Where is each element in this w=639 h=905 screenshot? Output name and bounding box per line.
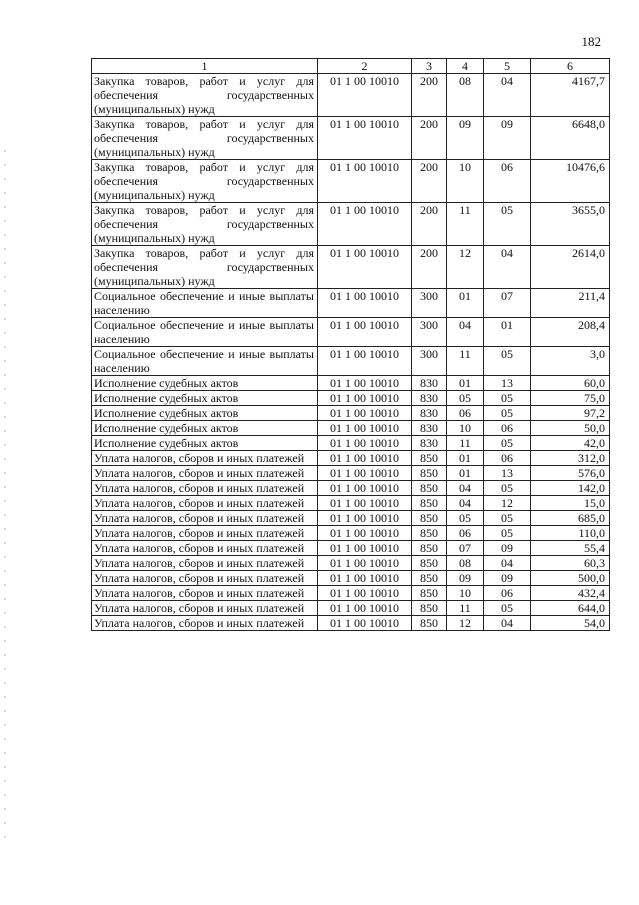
target-code-cell: 01 1 00 10010 — [318, 481, 412, 496]
table-row — [92, 496, 610, 511]
expense-type-cell: 200 — [412, 74, 447, 117]
target-code-cell: 01 1 00 10010 — [318, 74, 412, 117]
column-header: 6 — [531, 59, 610, 74]
expense-type-cell: 200 — [412, 160, 447, 203]
subsection-cell: 09 — [484, 541, 531, 556]
table-row — [92, 571, 610, 586]
section-cell: 01 — [447, 376, 484, 391]
expense-type-cell: 850 — [412, 511, 447, 526]
subsection-cell: 05 — [484, 481, 531, 496]
table-row — [92, 511, 610, 526]
table-row — [92, 406, 610, 421]
expense-type-cell: 850 — [412, 616, 447, 631]
amount-cell: 142,0 — [531, 481, 610, 496]
column-header: 5 — [484, 59, 531, 74]
section-cell: 06 — [447, 526, 484, 541]
section-cell: 12 — [447, 616, 484, 631]
amount-cell: 60,0 — [531, 376, 610, 391]
expense-type-cell: 300 — [412, 318, 447, 347]
table-row — [92, 466, 610, 481]
subsection-cell: 04 — [484, 246, 531, 289]
target-code-cell: 01 1 00 10010 — [318, 391, 412, 406]
expense-name-cell: Уплата налогов, сборов и иных платежей — [92, 571, 318, 586]
expense-type-cell: 200 — [412, 203, 447, 246]
table-row — [92, 556, 610, 571]
amount-cell: 2614,0 — [531, 246, 610, 289]
table-header-row — [92, 59, 610, 74]
subsection-cell: 06 — [484, 160, 531, 203]
expense-name-cell: Закупка товаров, работ и услуг для обеспечения государственных (муниципальных) нужд — [92, 117, 318, 160]
amount-cell: 500,0 — [531, 571, 610, 586]
table-row — [92, 541, 610, 556]
subsection-cell: 05 — [484, 436, 531, 451]
target-code-cell: 01 1 00 10010 — [318, 160, 412, 203]
target-code-cell: 01 1 00 10010 — [318, 496, 412, 511]
expense-type-cell: 830 — [412, 436, 447, 451]
subsection-cell: 05 — [484, 203, 531, 246]
table-row — [92, 246, 610, 289]
section-cell: 09 — [447, 571, 484, 586]
table-row — [92, 289, 610, 318]
amount-cell: 3,0 — [531, 347, 610, 376]
column-header: 3 — [412, 59, 447, 74]
target-code-cell: 01 1 00 10010 — [318, 601, 412, 616]
amount-cell: 110,0 — [531, 526, 610, 541]
table-row — [92, 376, 610, 391]
section-cell: 04 — [447, 481, 484, 496]
subsection-cell: 05 — [484, 391, 531, 406]
expense-type-cell: 830 — [412, 376, 447, 391]
target-code-cell: 01 1 00 10010 — [318, 117, 412, 160]
section-cell: 06 — [447, 406, 484, 421]
subsection-cell: 01 — [484, 318, 531, 347]
amount-cell: 55,4 — [531, 541, 610, 556]
target-code-cell: 01 1 00 10010 — [318, 586, 412, 601]
target-code-cell: 01 1 00 10010 — [318, 466, 412, 481]
expense-type-cell: 850 — [412, 541, 447, 556]
section-cell: 09 — [447, 117, 484, 160]
target-code-cell: 01 1 00 10010 — [318, 376, 412, 391]
amount-cell: 3655,0 — [531, 203, 610, 246]
expense-name-cell: Уплата налогов, сборов и иных платежей — [92, 466, 318, 481]
target-code-cell: 01 1 00 10010 — [318, 556, 412, 571]
expense-type-cell: 850 — [412, 526, 447, 541]
expense-type-cell: 850 — [412, 496, 447, 511]
expense-name-cell: Уплата налогов, сборов и иных платежей — [92, 481, 318, 496]
amount-cell: 75,0 — [531, 391, 610, 406]
table-row — [92, 347, 610, 376]
section-cell: 04 — [447, 496, 484, 511]
expense-name-cell: Закупка товаров, работ и услуг для обеспечения государственных (муниципальных) нужд — [92, 160, 318, 203]
expense-name-cell: Социальное обеспечение и иные выплаты населению — [92, 347, 318, 376]
target-code-cell: 01 1 00 10010 — [318, 246, 412, 289]
page-number: 182 — [581, 34, 601, 49]
table-row — [92, 586, 610, 601]
expense-name-cell: Уплата налогов, сборов и иных платежей — [92, 616, 318, 631]
section-cell: 12 — [447, 246, 484, 289]
expense-name-cell: Исполнение судебных актов — [92, 436, 318, 451]
table-row — [92, 74, 610, 117]
expense-name-cell: Уплата налогов, сборов и иных платежей — [92, 451, 318, 466]
expense-name-cell: Социальное обеспечение и иные выплаты населению — [92, 318, 318, 347]
expense-name-cell: Исполнение судебных актов — [92, 376, 318, 391]
table-row — [92, 318, 610, 347]
table-row — [92, 451, 610, 466]
column-header: 1 — [92, 59, 318, 74]
subsection-cell: 07 — [484, 289, 531, 318]
subsection-cell: 05 — [484, 347, 531, 376]
section-cell: 01 — [447, 289, 484, 318]
table-row — [92, 436, 610, 451]
target-code-cell: 01 1 00 10010 — [318, 571, 412, 586]
section-cell: 11 — [447, 436, 484, 451]
table-row — [92, 160, 610, 203]
subsection-cell: 04 — [484, 556, 531, 571]
amount-cell: 685,0 — [531, 511, 610, 526]
subsection-cell: 06 — [484, 451, 531, 466]
amount-cell: 42,0 — [531, 436, 610, 451]
section-cell: 08 — [447, 556, 484, 571]
expense-type-cell: 850 — [412, 556, 447, 571]
section-cell: 01 — [447, 466, 484, 481]
expense-name-cell: Уплата налогов, сборов и иных платежей — [92, 541, 318, 556]
section-cell: 04 — [447, 318, 484, 347]
expense-type-cell: 850 — [412, 586, 447, 601]
table-row — [92, 117, 610, 160]
target-code-cell: 01 1 00 10010 — [318, 318, 412, 347]
table-row — [92, 481, 610, 496]
subsection-cell: 13 — [484, 376, 531, 391]
target-code-cell: 01 1 00 10010 — [318, 451, 412, 466]
expense-name-cell: Уплата налогов, сборов и иных платежей — [92, 556, 318, 571]
amount-cell: 432,4 — [531, 586, 610, 601]
section-cell: 07 — [447, 541, 484, 556]
column-header: 2 — [318, 59, 412, 74]
amount-cell: 644,0 — [531, 601, 610, 616]
amount-cell: 10476,6 — [531, 160, 610, 203]
target-code-cell: 01 1 00 10010 — [318, 406, 412, 421]
section-cell: 10 — [447, 421, 484, 436]
subsection-cell: 04 — [484, 74, 531, 117]
section-cell: 05 — [447, 391, 484, 406]
amount-cell: 208,4 — [531, 318, 610, 347]
amount-cell: 50,0 — [531, 421, 610, 436]
column-header: 4 — [447, 59, 484, 74]
amount-cell: 60,3 — [531, 556, 610, 571]
section-cell: 11 — [447, 203, 484, 246]
expense-type-cell: 830 — [412, 421, 447, 436]
subsection-cell: 06 — [484, 421, 531, 436]
amount-cell: 312,0 — [531, 451, 610, 466]
expense-name-cell: Исполнение судебных актов — [92, 391, 318, 406]
subsection-cell: 06 — [484, 586, 531, 601]
table-row — [92, 616, 610, 631]
target-code-cell: 01 1 00 10010 — [318, 526, 412, 541]
expense-type-cell: 850 — [412, 571, 447, 586]
table-row — [92, 203, 610, 246]
target-code-cell: 01 1 00 10010 — [318, 289, 412, 318]
table-row — [92, 601, 610, 616]
subsection-cell: 05 — [484, 526, 531, 541]
target-code-cell: 01 1 00 10010 — [318, 203, 412, 246]
expense-name-cell: Уплата налогов, сборов и иных платежей — [92, 526, 318, 541]
expense-type-cell: 850 — [412, 451, 447, 466]
section-cell: 10 — [447, 160, 484, 203]
subsection-cell: 05 — [484, 406, 531, 421]
target-code-cell: 01 1 00 10010 — [318, 616, 412, 631]
section-cell: 11 — [447, 601, 484, 616]
table-row — [92, 421, 610, 436]
subsection-cell: 12 — [484, 496, 531, 511]
amount-cell: 15,0 — [531, 496, 610, 511]
expense-type-cell: 200 — [412, 246, 447, 289]
expense-name-cell: Уплата налогов, сборов и иных платежей — [92, 496, 318, 511]
expense-type-cell: 830 — [412, 391, 447, 406]
target-code-cell: 01 1 00 10010 — [318, 421, 412, 436]
amount-cell: 54,0 — [531, 616, 610, 631]
expense-type-cell: 200 — [412, 117, 447, 160]
amount-cell: 4167,7 — [531, 74, 610, 117]
table-body — [92, 74, 610, 631]
subsection-cell: 05 — [484, 511, 531, 526]
expense-name-cell: Закупка товаров, работ и услуг для обеспечения государственных (муниципальных) нужд — [92, 203, 318, 246]
expense-type-cell: 300 — [412, 289, 447, 318]
budget-table — [91, 58, 610, 631]
expense-type-cell: 850 — [412, 466, 447, 481]
section-cell: 10 — [447, 586, 484, 601]
section-cell: 11 — [447, 347, 484, 376]
amount-cell: 97,2 — [531, 406, 610, 421]
target-code-cell: 01 1 00 10010 — [318, 347, 412, 376]
expense-name-cell: Исполнение судебных актов — [92, 406, 318, 421]
table-row — [92, 526, 610, 541]
scan-margin-dots — [4, 150, 6, 850]
subsection-cell: 04 — [484, 616, 531, 631]
expense-type-cell: 850 — [412, 481, 447, 496]
expense-type-cell: 300 — [412, 347, 447, 376]
amount-cell: 6648,0 — [531, 117, 610, 160]
expense-type-cell: 830 — [412, 406, 447, 421]
subsection-cell: 09 — [484, 571, 531, 586]
expense-name-cell: Исполнение судебных актов — [92, 421, 318, 436]
amount-cell: 211,4 — [531, 289, 610, 318]
expense-name-cell: Уплата налогов, сборов и иных платежей — [92, 601, 318, 616]
expense-name-cell: Закупка товаров, работ и услуг для обеспечения государственных (муниципальных) нужд — [92, 246, 318, 289]
expense-name-cell: Уплата налогов, сборов и иных платежей — [92, 586, 318, 601]
amount-cell: 576,0 — [531, 466, 610, 481]
subsection-cell: 05 — [484, 601, 531, 616]
table-row — [92, 391, 610, 406]
section-cell: 01 — [447, 451, 484, 466]
section-cell: 08 — [447, 74, 484, 117]
target-code-cell: 01 1 00 10010 — [318, 436, 412, 451]
target-code-cell: 01 1 00 10010 — [318, 541, 412, 556]
expense-name-cell: Закупка товаров, работ и услуг для обеспечения государственных (муниципальных) нужд — [92, 74, 318, 117]
expense-type-cell: 850 — [412, 601, 447, 616]
subsection-cell: 13 — [484, 466, 531, 481]
subsection-cell: 09 — [484, 117, 531, 160]
expense-name-cell: Уплата налогов, сборов и иных платежей — [92, 511, 318, 526]
expense-name-cell: Социальное обеспечение и иные выплаты населению — [92, 289, 318, 318]
target-code-cell: 01 1 00 10010 — [318, 511, 412, 526]
section-cell: 05 — [447, 511, 484, 526]
